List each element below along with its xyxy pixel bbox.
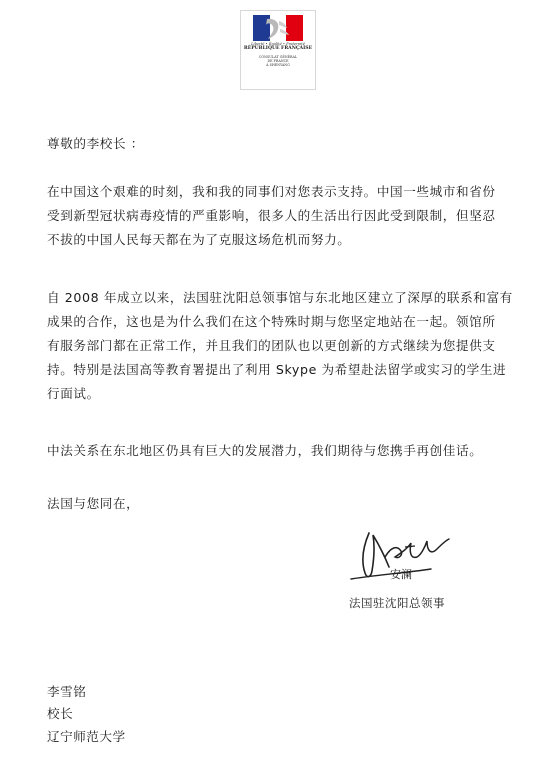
paragraph-line: 自 2008 年成立以来，法国驻沈阳总领事馆与东北地区建立了深厚的联系和富有: [47, 290, 513, 305]
paragraph-outlook: [47, 439, 482, 463]
recipient-name: 李雪铭: [47, 684, 87, 699]
recipient-institution: 辽宁师范大学: [47, 729, 126, 744]
marianne-flag-icon: [253, 15, 303, 41]
signatory-name: 安澜: [390, 568, 412, 581]
consulate-line: DE FRANCE: [267, 59, 289, 64]
consulate-name: [241, 55, 315, 68]
paragraph-support: [47, 180, 496, 252]
paragraph-line: 受到新型冠状病毒疫情的严重影响，很多人的生活出行因此受到限制，但坚忍: [47, 208, 496, 223]
paragraph-line: 有服务部门都在正常工作，并且我们的团队也以更创新的方式继续为您提供支: [47, 338, 496, 353]
recipient-position: 校长: [47, 706, 74, 721]
paragraph-line: 中法关系在东北地区仍具有巨大的发展潜力，我们期待与您携手再创佳话。: [47, 443, 483, 458]
closing-line: 法国与您同在，: [47, 496, 140, 511]
paragraph-line: 成果的合作，这也是为什么我们在这个特殊时期与您坚定地站在一起。领馆所: [47, 314, 496, 329]
signatory-title: 法国驻沈阳总领事: [349, 596, 445, 610]
paragraph-line: 在中国这个艰难的时刻，我和我的同事们对您表示支持。中国一些城市和省份: [47, 184, 496, 199]
consulate-logo: [240, 10, 316, 90]
motto-text: Liberté • Égalité • Fraternité: [251, 42, 305, 46]
paragraph-line: 持。特别是法国高等教育署提出了利用 Skype 为希望赴法留学或实习的学生进: [47, 362, 507, 377]
paragraph-cooperation: [47, 286, 513, 406]
paragraph-line: 行面试。: [47, 386, 100, 401]
consulate-line: CONSULAT GÉNÉRAL: [258, 55, 298, 59]
salutation: 尊敬的李校长 ：: [47, 136, 144, 151]
republic-text: RÉPUBLIQUE FRANÇAISE: [243, 46, 313, 51]
consulate-line: À SHENYANG: [266, 63, 290, 68]
paragraph-line: 不拔的中国人民每天都在为了克服这场危机而努力。: [47, 232, 351, 247]
